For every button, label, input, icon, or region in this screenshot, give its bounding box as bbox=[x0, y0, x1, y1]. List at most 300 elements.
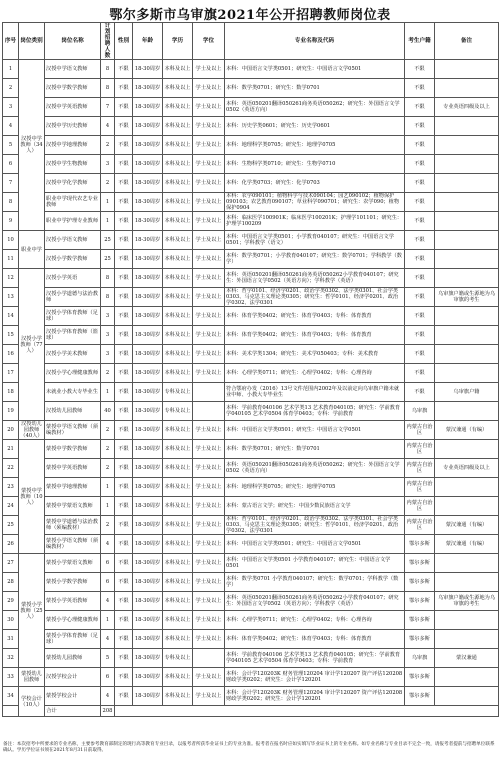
cell-name: 蒙授小学英语教师 bbox=[45, 592, 101, 611]
cell-name: 蒙授中学道德与法治教师（须编教材） bbox=[45, 516, 101, 535]
cell-sex: 不限 bbox=[115, 212, 133, 231]
cell-name: 蒙授小学体育教师（足球） bbox=[45, 630, 101, 649]
cell-age: 18-30周岁 bbox=[133, 478, 163, 497]
cell-huji: 不限 bbox=[405, 231, 435, 250]
cell-count: 5 bbox=[101, 649, 115, 668]
cell-huji: 不限 bbox=[405, 79, 435, 98]
cell-sex: 不限 bbox=[115, 383, 133, 402]
cell-count: 4 bbox=[101, 592, 115, 611]
cell-count: 1 bbox=[101, 212, 115, 231]
cell-no: 16 bbox=[3, 345, 19, 364]
cell-no: 26 bbox=[3, 535, 19, 554]
cell-note: 乌审旗户籍 bbox=[435, 383, 499, 402]
cell-sex: 不限 bbox=[115, 288, 133, 307]
cell-sex: 不限 bbox=[115, 326, 133, 345]
cell-huji: 鄂尔多斯 bbox=[405, 630, 435, 649]
cell-count: 1 bbox=[101, 497, 115, 516]
cell-count: 2 bbox=[101, 440, 115, 459]
cell-deg: 学士及以上 bbox=[193, 459, 225, 478]
group-cell: 职业中学 bbox=[19, 231, 45, 269]
cell-major: 本科：英语050201翻译050261商务英语050262小学教育040107；研究生：外国语言文学0502（英语方向）；学科教学（英语） bbox=[225, 592, 405, 611]
cell-major: 本科：地理科学类0705；研究生：地理学0705 bbox=[225, 478, 405, 497]
cell-edu: 本科及以上 bbox=[163, 573, 193, 592]
cell-huji: 内蒙古自治区 bbox=[405, 478, 435, 497]
cell-major: 本科：哲学0101、经济学0201、政治学类0302、法学类0301、社会学类0303、马克思主义理论类0305；研究生：哲学0101、经济学0201、政治学0302、法学0301 bbox=[225, 516, 405, 535]
cell-name: 蒙授中学英语教师 bbox=[45, 459, 101, 478]
cell-no: 24 bbox=[3, 497, 19, 516]
cell-major: 本科：美术学类1304；研究生：美术学050403；专科：美术教育 bbox=[225, 345, 405, 364]
cell-edu: 本科及以上 bbox=[163, 326, 193, 345]
cell-age: 18-30周岁 bbox=[133, 687, 163, 706]
cell-edu: 本科及以上 bbox=[163, 269, 193, 288]
cell-huji: 鄂尔多斯 bbox=[405, 535, 435, 554]
cell-note bbox=[435, 611, 499, 630]
table-row bbox=[3, 554, 499, 573]
cell-no: 2 bbox=[3, 79, 19, 98]
cell-deg: 学士及以上 bbox=[193, 573, 225, 592]
table-row bbox=[3, 155, 499, 174]
cell-count: 2 bbox=[101, 136, 115, 155]
cell-major: 本科：地理科学类0705；研究生：地理学0705 bbox=[225, 136, 405, 155]
cell-edu: 本科及以上 bbox=[163, 345, 193, 364]
cell-note: 蒙汉兼通（有编） bbox=[435, 535, 499, 554]
cell-deg: 学士及以上 bbox=[193, 668, 225, 687]
table-row bbox=[3, 174, 499, 193]
cell-sex: 不限 bbox=[115, 231, 133, 250]
cell-sex: 不限 bbox=[115, 478, 133, 497]
table-row bbox=[3, 592, 499, 611]
cell-no: 23 bbox=[3, 478, 19, 497]
cell-edu: 本科及以上 bbox=[163, 174, 193, 193]
cell-deg: 学士及以上 bbox=[193, 611, 225, 630]
cell-count: 4 bbox=[101, 687, 115, 706]
cell-deg: 学士及以上 bbox=[193, 269, 225, 288]
cell-edu: 本科及以上 bbox=[163, 459, 193, 478]
cell-huji: 不限 bbox=[405, 364, 435, 383]
cell-note bbox=[435, 687, 499, 706]
cell-deg: 学士及以上 bbox=[193, 440, 225, 459]
cell-no: 18 bbox=[3, 383, 19, 402]
cell-name: 汉授小学语文教师 bbox=[45, 231, 101, 250]
cell-sex: 不限 bbox=[115, 307, 133, 326]
cell-age: 18-30周岁 bbox=[133, 98, 163, 117]
cell-sex: 不限 bbox=[115, 516, 133, 535]
cell-name: 汉授中学英语教师 bbox=[45, 98, 101, 117]
cell-huji: 不限 bbox=[405, 326, 435, 345]
cell-sex: 不限 bbox=[115, 117, 133, 136]
cell-sex: 不限 bbox=[115, 668, 133, 687]
cell-note bbox=[435, 250, 499, 269]
cell-edu: 本科及以上 bbox=[163, 288, 193, 307]
cell-age: 18-30周岁 bbox=[133, 668, 163, 687]
total-empty bbox=[115, 706, 499, 717]
cell-note bbox=[435, 117, 499, 136]
cell-age: 18-30周岁 bbox=[133, 212, 163, 231]
cell-name: 蒙授小学心理健康教师 bbox=[45, 611, 101, 630]
cell-huji: 内蒙古自治区 bbox=[405, 459, 435, 478]
cell-deg: 学士及以上 bbox=[193, 250, 225, 269]
cell-name: 汉授学校会计 bbox=[45, 668, 101, 687]
cell-major: 本科：会计学120203K 财务管理120204 审计学120207 资产评估120208 财政学类0202；研究生：会计学120201 bbox=[225, 687, 405, 706]
table-row bbox=[3, 364, 499, 383]
cell-sex: 不限 bbox=[115, 592, 133, 611]
table-row bbox=[3, 288, 499, 307]
cell-name: 汉授中学生物教师 bbox=[45, 155, 101, 174]
cell-edu: 本科及以上 bbox=[163, 516, 193, 535]
cell-deg: 学士及以上 bbox=[193, 98, 225, 117]
cell-huji: 不限 bbox=[405, 193, 435, 212]
cell-no: 8 bbox=[3, 193, 19, 212]
group-cell: 蒙授小学教师（25人） bbox=[19, 554, 45, 668]
cell-huji: 不限 bbox=[405, 155, 435, 174]
cell-count: 2 bbox=[101, 516, 115, 535]
cell-no: 25 bbox=[3, 516, 19, 535]
cell-count: 40 bbox=[101, 402, 115, 421]
cell-count: 8 bbox=[101, 79, 115, 98]
table-row bbox=[3, 668, 499, 687]
cell-count: 3 bbox=[101, 345, 115, 364]
cell-age: 18-30周岁 bbox=[133, 364, 163, 383]
table-row bbox=[3, 117, 499, 136]
total-label: 合计 bbox=[3, 706, 101, 717]
cell-name: 职业中学现代农艺专业教师 bbox=[45, 193, 101, 212]
cell-no: 5 bbox=[3, 136, 19, 155]
cell-deg: 学士及以上 bbox=[193, 497, 225, 516]
cell-sex: 不限 bbox=[115, 60, 133, 79]
cell-sex: 不限 bbox=[115, 535, 133, 554]
cell-edu: 本科及以上 bbox=[163, 668, 193, 687]
cell-age: 18-30周岁 bbox=[133, 117, 163, 136]
cell-edu: 本科及以上 bbox=[163, 535, 193, 554]
cell-age: 18-30周岁 bbox=[133, 421, 163, 440]
cell-age: 18-30周岁 bbox=[133, 60, 163, 79]
column-header: 备注 bbox=[435, 23, 499, 60]
cell-major: 本科：数学类0701；研究生：数学0701 bbox=[225, 79, 405, 98]
cell-huji: 鄂尔多斯 bbox=[405, 611, 435, 630]
column-header: 性别 bbox=[115, 23, 133, 60]
cell-note: 蒙汉兼通（有编） bbox=[435, 421, 499, 440]
cell-name: 蒙授中学语文教师（须编教材） bbox=[45, 421, 101, 440]
cell-edu: 专科及以上 bbox=[163, 402, 193, 421]
cell-no: 22 bbox=[3, 459, 19, 478]
cell-huji: 不限 bbox=[405, 288, 435, 307]
cell-deg: 学士及以上 bbox=[193, 193, 225, 212]
table-row bbox=[3, 402, 499, 421]
cell-major: 本科：英语050201翻译050261商务英语050262；研究生：外国语言文学0502（英语方向） bbox=[225, 459, 405, 478]
cell-age: 18-30周岁 bbox=[133, 611, 163, 630]
cell-name: 未就业小教大专毕业生 bbox=[45, 383, 101, 402]
cell-huji: 不限 bbox=[405, 98, 435, 117]
cell-note bbox=[435, 345, 499, 364]
cell-edu: 本科及以上 bbox=[163, 250, 193, 269]
cell-name: 汉授幼儿园教师 bbox=[45, 402, 101, 421]
cell-count: 2 bbox=[101, 459, 115, 478]
cell-huji: 不限 bbox=[405, 174, 435, 193]
cell-note bbox=[435, 573, 499, 592]
table-row bbox=[3, 687, 499, 706]
cell-major: 本科：中国语言文学类0501；研究生：中国语言文学0501 bbox=[225, 535, 405, 554]
cell-huji: 不限 bbox=[405, 383, 435, 402]
cell-huji: 鄂尔多斯 bbox=[405, 554, 435, 573]
table-row bbox=[3, 478, 499, 497]
cell-count: 1 bbox=[101, 193, 115, 212]
cell-count: 8 bbox=[101, 288, 115, 307]
cell-count: 7 bbox=[101, 98, 115, 117]
cell-name: 汉授中学地理教师 bbox=[45, 136, 101, 155]
cell-note bbox=[435, 364, 499, 383]
cell-name: 蒙授中学数学教师 bbox=[45, 440, 101, 459]
cell-sex: 不限 bbox=[115, 554, 133, 573]
cell-sex: 不限 bbox=[115, 611, 133, 630]
cell-age: 18-30周岁 bbox=[133, 231, 163, 250]
cell-age: 18-30周岁 bbox=[133, 535, 163, 554]
cell-major: 本科：数学类0701；研究生：数学0701 bbox=[225, 440, 405, 459]
cell-edu: 本科及以上 bbox=[163, 307, 193, 326]
cell-huji: 鄂尔多斯 bbox=[405, 668, 435, 687]
cell-no: 10 bbox=[3, 231, 19, 250]
cell-name: 职业中学护理专业教师 bbox=[45, 212, 101, 231]
cell-deg: 学士及以上 bbox=[193, 155, 225, 174]
cell-note: 乌审旗户籍或生源地为乌审旗的考生 bbox=[435, 592, 499, 611]
cell-age: 18-30周岁 bbox=[133, 497, 163, 516]
cell-deg: 学士及以上 bbox=[193, 79, 225, 98]
cell-major: 本科：数学类0701 小学教育040107；研究生：数学0701；学科教学（数学） bbox=[225, 573, 405, 592]
cell-note bbox=[435, 231, 499, 250]
table-row bbox=[3, 421, 499, 440]
cell-sex: 不限 bbox=[115, 364, 133, 383]
table-row bbox=[3, 459, 499, 478]
cell-deg bbox=[193, 649, 225, 668]
cell-age: 18-30周岁 bbox=[133, 345, 163, 364]
cell-count: 8 bbox=[101, 269, 115, 288]
cell-sex: 不限 bbox=[115, 459, 133, 478]
cell-no: 4 bbox=[3, 117, 19, 136]
cell-note: 专业英语四级及以上 bbox=[435, 459, 499, 478]
cell-name: 汉授小学数学教师 bbox=[45, 250, 101, 269]
cell-deg bbox=[193, 402, 225, 421]
cell-edu: 本科及以上 bbox=[163, 611, 193, 630]
cell-no: 28 bbox=[3, 573, 19, 592]
cell-edu: 本科及以上 bbox=[163, 136, 193, 155]
cell-count: 25 bbox=[101, 250, 115, 269]
cell-count: 6 bbox=[101, 554, 115, 573]
group-cell: 学校会计（10人） bbox=[19, 687, 45, 717]
cell-major: 本科：数学类0701；小学教育040107；研究生：数学0701；学科教学（数学） bbox=[225, 250, 405, 269]
cell-no: 7 bbox=[3, 174, 19, 193]
cell-count: 3 bbox=[101, 307, 115, 326]
cell-count: 4 bbox=[101, 535, 115, 554]
cell-huji: 不限 bbox=[405, 60, 435, 79]
cell-major: 本科：化学类0703；研究生：化学0703 bbox=[225, 174, 405, 193]
cell-huji: 乌审旗 bbox=[405, 402, 435, 421]
cell-count: 2 bbox=[101, 364, 115, 383]
cell-age: 18-30周岁 bbox=[133, 79, 163, 98]
cell-name: 汉授小学体育教师（足球） bbox=[45, 307, 101, 326]
cell-sex: 不限 bbox=[115, 250, 133, 269]
cell-huji: 不限 bbox=[405, 307, 435, 326]
cell-count: 1 bbox=[101, 383, 115, 402]
footnote: 备注：本次招考中所要求的专业名称，主要参考教育部制定的现行高等教育专业目录，以报考者所获毕业证书上的专业为准。报考者在报名时应如实填写毕业证书上的专业名称。如专业名称与专业目录不完全一致，请报考者提前与招聘单位联系确认。学历学位证书须在2021年8月31日前取得。 bbox=[3, 742, 495, 753]
cell-no: 20 bbox=[3, 421, 19, 440]
cell-no: 29 bbox=[3, 592, 19, 611]
cell-note bbox=[435, 497, 499, 516]
cell-count: 2 bbox=[101, 421, 115, 440]
table-row bbox=[3, 573, 499, 592]
cell-huji: 内蒙古自治区 bbox=[405, 421, 435, 440]
cell-huji: 内蒙古自治区 bbox=[405, 440, 435, 459]
table-row bbox=[3, 269, 499, 288]
table-row bbox=[3, 383, 499, 402]
cell-no: 1 bbox=[3, 60, 19, 79]
cell-sex: 不限 bbox=[115, 687, 133, 706]
cell-note bbox=[435, 212, 499, 231]
cell-edu: 本科及以上 bbox=[163, 497, 193, 516]
cell-major: 本科：生物科学类0710；研究生：生物学0710 bbox=[225, 155, 405, 174]
cell-deg: 学士及以上 bbox=[193, 421, 225, 440]
cell-deg: 学士及以上 bbox=[193, 592, 225, 611]
table-row bbox=[3, 630, 499, 649]
table-row bbox=[3, 326, 499, 345]
cell-note bbox=[435, 630, 499, 649]
cell-note bbox=[435, 554, 499, 573]
cell-note bbox=[435, 60, 499, 79]
cell-note bbox=[435, 326, 499, 345]
cell-edu: 本科及以上 bbox=[163, 98, 193, 117]
cell-age: 18-30周岁 bbox=[133, 155, 163, 174]
cell-sex: 不限 bbox=[115, 155, 133, 174]
cell-major: 本科：会计学120203K 财务管理120204 审计学120207 资产评估120208 财政学类0202；研究生：会计学120201 bbox=[225, 668, 405, 687]
cell-note bbox=[435, 79, 499, 98]
cell-huji: 不限 bbox=[405, 269, 435, 288]
cell-name: 汉授中学历史教师 bbox=[45, 117, 101, 136]
cell-deg: 学士及以上 bbox=[193, 136, 225, 155]
cell-deg: 学士及以上 bbox=[193, 364, 225, 383]
cell-age: 18-30周岁 bbox=[133, 459, 163, 478]
cell-major: 本科：学前教育040106 艺术学类13 艺术教育040105；研究生：学前教育学040105 艺术学0504 体育学0403；专科：学前教育 bbox=[225, 402, 405, 421]
cell-edu: 本科及以上 bbox=[163, 155, 193, 174]
cell-deg: 学士及以上 bbox=[193, 326, 225, 345]
cell-huji: 乌审旗 bbox=[405, 649, 435, 668]
table-row bbox=[3, 60, 499, 79]
cell-deg: 学士及以上 bbox=[193, 478, 225, 497]
cell-no: 34 bbox=[3, 687, 19, 706]
cell-no: 31 bbox=[3, 630, 19, 649]
cell-no: 14 bbox=[3, 307, 19, 326]
cell-note bbox=[435, 668, 499, 687]
cell-major: 本科：中国语言文学类0501；研究生：中国语言文学0501 bbox=[225, 60, 405, 79]
cell-note bbox=[435, 478, 499, 497]
cell-edu: 本科及以上 bbox=[163, 630, 193, 649]
cell-note bbox=[435, 155, 499, 174]
cell-no: 30 bbox=[3, 611, 19, 630]
cell-huji: 鄂尔多斯 bbox=[405, 573, 435, 592]
cell-age: 18-30周岁 bbox=[133, 630, 163, 649]
column-header: 年龄 bbox=[133, 23, 163, 60]
cell-note bbox=[435, 174, 499, 193]
cell-name: 汉授小学英语 bbox=[45, 269, 101, 288]
cell-deg: 学士及以上 bbox=[193, 554, 225, 573]
cell-sex: 不限 bbox=[115, 573, 133, 592]
cell-note bbox=[435, 440, 499, 459]
cell-major: 本科：临床医学100901K；临床医学100201K；护理学101101；研究生：护理学100209 bbox=[225, 212, 405, 231]
cell-no: 11 bbox=[3, 250, 19, 269]
cell-age: 18-30周岁 bbox=[133, 288, 163, 307]
cell-huji: 不限 bbox=[405, 212, 435, 231]
cell-count: 1 bbox=[101, 478, 115, 497]
cell-count: 25 bbox=[101, 231, 115, 250]
cell-huji: 不限 bbox=[405, 345, 435, 364]
cell-sex: 不限 bbox=[115, 421, 133, 440]
column-header: 学历 bbox=[163, 23, 193, 60]
column-header: 岗位名称 bbox=[45, 23, 101, 60]
cell-sex: 不限 bbox=[115, 345, 133, 364]
cell-no: 33 bbox=[3, 668, 19, 687]
column-header: 计划招聘人数 bbox=[101, 23, 115, 60]
cell-name: 汉授中学化学教师 bbox=[45, 174, 101, 193]
table-row bbox=[3, 516, 499, 535]
column-header: 学位 bbox=[193, 23, 225, 60]
cell-name: 蒙授幼儿园教师 bbox=[45, 649, 101, 668]
cell-edu: 本科及以上 bbox=[163, 60, 193, 79]
cell-no: 19 bbox=[3, 402, 19, 421]
cell-deg: 学士及以上 bbox=[193, 174, 225, 193]
cell-sex: 不限 bbox=[115, 79, 133, 98]
cell-major: 本科：体育学类0402；研究生：体育学0403；专科：体育教育 bbox=[225, 326, 405, 345]
cell-age: 18-30周岁 bbox=[133, 440, 163, 459]
table-row bbox=[3, 193, 499, 212]
cell-age: 18-30周岁 bbox=[133, 269, 163, 288]
table-row bbox=[3, 535, 499, 554]
cell-major: 本科：体育学类0402；研究生：体育学0403；专科：体育教育 bbox=[225, 630, 405, 649]
cell-age: 18-30周岁 bbox=[133, 136, 163, 155]
cell-deg: 学士及以上 bbox=[193, 345, 225, 364]
cell-count: 3 bbox=[101, 326, 115, 345]
cell-note bbox=[435, 307, 499, 326]
cell-age: 18-30周岁 bbox=[133, 193, 163, 212]
cell-note bbox=[435, 193, 499, 212]
table-row bbox=[3, 250, 499, 269]
cell-major: 本科：英语050201翻译050261商务英语050262小学教育040107；研究生：外国语言文学0502（英语方向）；学科教学（英语） bbox=[225, 269, 405, 288]
cell-note: 蒙汉兼通 bbox=[435, 649, 499, 668]
table-row bbox=[3, 497, 499, 516]
table-row bbox=[3, 611, 499, 630]
cell-age: 18-30周岁 bbox=[133, 554, 163, 573]
cell-note bbox=[435, 136, 499, 155]
column-header: 序号 bbox=[3, 23, 19, 60]
cell-note: 专业英语四级及以上 bbox=[435, 98, 499, 117]
total-row bbox=[3, 706, 499, 717]
cell-deg: 学士及以上 bbox=[193, 630, 225, 649]
cell-edu: 本科及以上 bbox=[163, 687, 193, 706]
cell-age: 18-30周岁 bbox=[133, 516, 163, 535]
column-header: 考生户籍 bbox=[405, 23, 435, 60]
column-header: 岗位类别 bbox=[19, 23, 45, 60]
cell-huji: 内蒙古自治区 bbox=[405, 516, 435, 535]
cell-age: 18-30周岁 bbox=[133, 326, 163, 345]
cell-deg bbox=[193, 383, 225, 402]
cell-major: 本科：农学090101；植物科学与技术090104；园艺090102；植物保护090103；农艺教育090107；草业科学090701；研究生：农学090；植物保护0904 bbox=[225, 193, 405, 212]
cell-age: 18-30周岁 bbox=[133, 174, 163, 193]
cell-deg: 学士及以上 bbox=[193, 212, 225, 231]
cell-no: 17 bbox=[3, 364, 19, 383]
cell-age: 18-30周岁 bbox=[133, 402, 163, 421]
cell-name: 蒙授小学语文教师（须编教材） bbox=[45, 535, 101, 554]
cell-sex: 不限 bbox=[115, 174, 133, 193]
cell-name: 蒙授小学蒙语文教师 bbox=[45, 554, 101, 573]
cell-edu: 专科及以上 bbox=[163, 383, 193, 402]
cell-major: 本科：心理学类0711；研究生：心理学0402；专科：心理咨询 bbox=[225, 611, 405, 630]
cell-major: 本科：英语050201翻译050261商务英语050262；研究生：外国语言文学0502（英语方向） bbox=[225, 98, 405, 117]
